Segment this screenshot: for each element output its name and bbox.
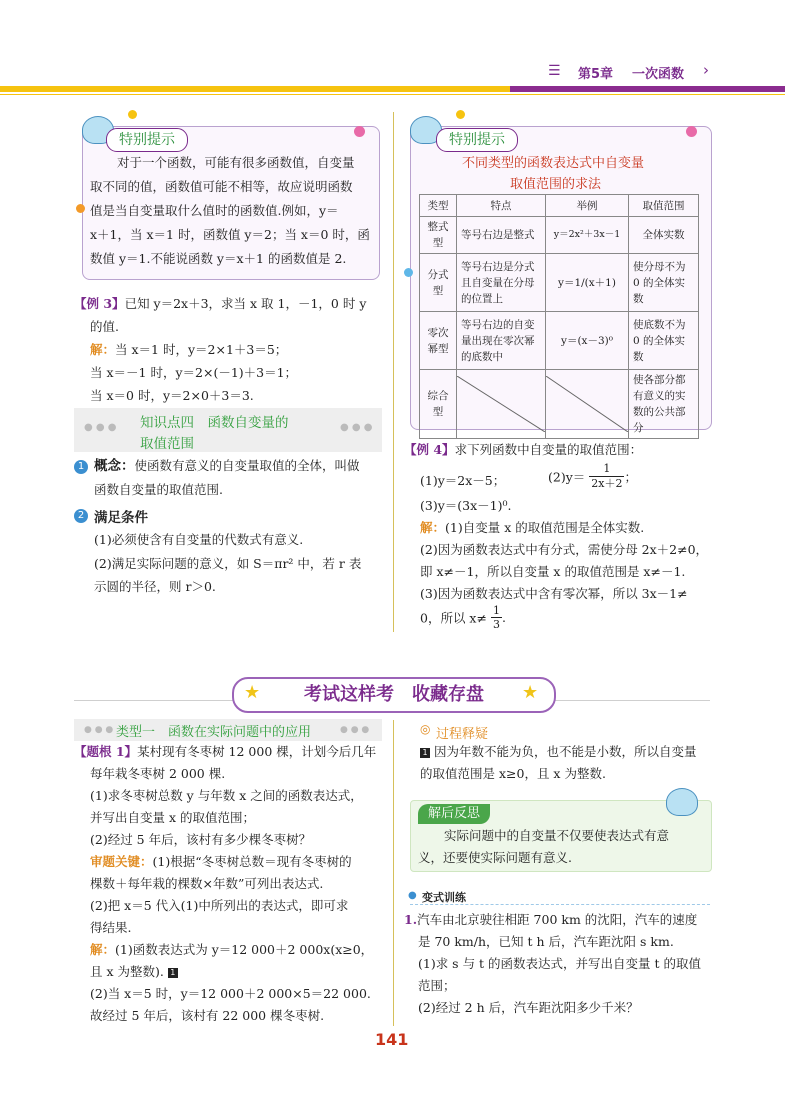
fraction-numerator: 1 <box>589 462 624 477</box>
example4-ans-label: 解： <box>420 520 446 535</box>
example4-a1 <box>420 518 644 538</box>
solution-line-1 <box>90 940 373 960</box>
reflect-line-2: 义，还要使实际问题有意义. <box>418 850 572 865</box>
example3 <box>74 294 366 314</box>
example3-label: 【例 3】 <box>74 296 125 311</box>
banner-dots: ● ● ● <box>84 725 114 735</box>
decor-dot <box>354 126 365 137</box>
header-bar-yellow <box>0 86 510 92</box>
table-cell: y＝1/(x＋1) <box>546 254 629 312</box>
example4-a2: (2)因为函数表达式中有分式，需使分母 2x＋2≠0， <box>420 542 709 557</box>
practice-rule <box>410 904 710 906</box>
banner-dots: ● ● ● <box>340 422 373 433</box>
section-title: 考试这样考 收藏存盘 <box>232 677 556 713</box>
solution-line: (2)当 x＝5 时，y＝12 000＋2 000×5＝22 000. <box>90 986 371 1001</box>
table-cell: 分式型 <box>420 254 457 312</box>
table-cell: y＝2x²＋3x－1 <box>546 217 629 254</box>
left-tip-line: x＋1，当 x＝1 时，函数值 y＝2；当 x＝0 时，函 <box>90 227 370 242</box>
concept-text: 使函数有意义的自变量取值的全体，叫做 <box>134 458 360 473</box>
problem-line-1 <box>74 742 376 762</box>
key-line: 得结果. <box>90 920 132 935</box>
conditions-line: (2)满足实际问题的意义，如 S＝πr² 中，若 r 表 <box>94 556 362 571</box>
concept-line-1 <box>94 456 360 476</box>
process-text: 因为年数不能为负，也不能是小数，所以自变量 <box>433 744 697 759</box>
fraction-denominator: 2x＋2 <box>591 477 623 490</box>
range-method-table <box>419 194 699 439</box>
solution-label: 解： <box>90 942 116 957</box>
table-header: 类型 <box>420 195 457 217</box>
banner-dots: ● ● ● <box>340 725 370 735</box>
example3-a3: 当 x＝0 时，y＝2×0＋3＝3. <box>90 388 254 403</box>
process-line: 的取值范围是 x≥0，且 x 为整数. <box>420 766 606 781</box>
knowledge-title-2: 取值范围 <box>140 436 194 452</box>
example4-a3: 即 x≠－1，所以自变量 x 的取值范围是 x≠－1. <box>420 564 686 579</box>
example4-question: 求下列函数中自变量的取值范围： <box>454 442 643 457</box>
key-text: (1)根据“冬枣树总数＝现有冬枣树的 <box>152 854 352 869</box>
conditions-label: 满足条件 <box>94 510 148 526</box>
header-rule <box>0 94 785 95</box>
practice-line: (1)求 s 与 t 的函数表达式，并写出自变量 t 的取值 <box>418 956 702 971</box>
example4-f2-prefix: (2)y＝ <box>548 469 586 485</box>
chapter-title: 一次函数 <box>632 67 685 82</box>
practice-title: 变式训练 <box>422 891 466 904</box>
example4-a5 <box>420 604 506 631</box>
decor-dot <box>456 110 465 119</box>
reflect-title: 解后反思 <box>418 804 490 824</box>
right-tip-subtitle-2: 取值范围的求法 <box>510 177 602 192</box>
problem-line: (2)经过 5 年后，该村有多少棵冬枣树？ <box>90 832 312 847</box>
problem-line: 并写出自变量 x 的取值范围； <box>90 810 255 825</box>
table-cell: 使底数不为 0 的全体实数 <box>629 312 699 370</box>
marker-1-icon: 1 <box>420 748 430 758</box>
key-label: 审题关键： <box>90 854 153 869</box>
type-banner-title: 类型一 函数在实际问题中的应用 <box>116 725 312 740</box>
practice-text: 汽车由北京驶往相距 700 km 的沈阳，汽车的速度 <box>417 912 698 927</box>
elephant-mascot-icon <box>666 788 698 816</box>
example3-a1 <box>90 340 287 360</box>
right-tip-subtitle-1: 不同类型的函数表达式中自变量 <box>462 156 645 171</box>
marker-1-icon: 1 <box>168 968 178 978</box>
star-icon: ★ <box>244 682 261 703</box>
fraction <box>491 604 502 631</box>
example3-a1-text: 当 x＝1 时，y＝2×1＋3＝5； <box>115 342 288 357</box>
table-row <box>420 254 699 312</box>
table-row <box>420 312 699 370</box>
banner-dots: ● ● ● <box>84 422 117 433</box>
example4-f2 <box>548 462 637 491</box>
left-tip-line: 数值 y＝1.不能说函数 y＝x＋1 的函数值是 2. <box>90 251 347 266</box>
chevron-right-icon: › <box>703 61 709 79</box>
solution-line: 故经过 5 年后，该村有 22 000 棵冬枣树. <box>90 1008 325 1023</box>
decor-dot <box>404 268 413 277</box>
left-tip-line: 对于一个函数，可能有很多函数值，自变量 <box>117 155 355 170</box>
example3-a2: 当 x＝－1 时，y＝2×(－1)＋3＝1； <box>90 365 298 380</box>
knowledge-title-1: 知识点四 函数自变量的 <box>140 415 289 431</box>
example4-a5-suffix: . <box>501 610 506 625</box>
problem-text: 某村现有冬枣树 12 000 棵，计划今后几年 <box>137 744 377 759</box>
left-tip-title: 特别提示 <box>106 128 188 152</box>
practice-number: 1. <box>404 912 418 927</box>
key-line-1 <box>90 852 352 872</box>
practice-icon: ● <box>408 890 417 901</box>
table-row <box>420 217 699 254</box>
key-line: (2)把 x＝5 代入(1)中所列出的表达式，即可求 <box>90 898 349 913</box>
conditions-line: (1)必须使含有自变量的代数式有意义. <box>94 532 304 547</box>
page-number: 141 <box>375 1030 409 1049</box>
list-icon: ☰ <box>548 63 561 79</box>
example4-a1-text: (1)自变量 x 的取值范围是全体实数. <box>445 520 645 535</box>
column-divider <box>393 720 394 1026</box>
problem-line: 每年栽冬枣树 2 000 棵. <box>90 766 226 781</box>
reflect-line-1: 实际问题中的自变量不仅要使表达式有意 <box>444 828 670 843</box>
example3-ans-label: 解： <box>90 342 116 357</box>
table-header: 取值范围 <box>629 195 699 217</box>
concept-line-2: 函数自变量的取值范围. <box>94 482 223 497</box>
table-cell: 全体实数 <box>629 217 699 254</box>
header-bar-purple <box>510 86 785 92</box>
process-line-1 <box>420 742 697 762</box>
practice-line-1 <box>404 910 697 930</box>
table-cell: 使各部分都有意义的实数的公共部分 <box>629 370 699 439</box>
fraction-denominator: 3 <box>492 618 500 631</box>
right-tip-title: 特别提示 <box>436 128 518 152</box>
table-cell: 等号右边的自变量出现在零次幂的底数中 <box>457 312 546 370</box>
example4-f3: (3)y＝(3x－1)⁰. <box>420 498 512 513</box>
example4-label: 【例 4】 <box>404 442 455 457</box>
concept-label: 概念： <box>94 458 135 474</box>
table-cell: 综合型 <box>420 370 457 439</box>
table-header: 举例 <box>546 195 629 217</box>
example3-q1: 已知 y＝2x＋3，求当 x 取 1，－1，0 时 y <box>124 296 367 311</box>
column-divider <box>393 112 394 632</box>
decor-dot <box>128 110 137 119</box>
solution-text: (1)函数表达式为 y＝12 000＋2 000x(x≥0， <box>115 942 374 957</box>
example4-f1: (1)y＝2x－5； <box>420 473 506 488</box>
example4-a5-prefix: 0，所以 x≠ <box>420 610 487 626</box>
conditions-line: 示圆的半径，则 r＞0. <box>94 579 216 594</box>
diagonal-cell <box>546 370 629 439</box>
solution-text: 且 x 为整数). <box>90 964 164 979</box>
table-row <box>420 195 699 217</box>
example4-f2-suffix: ； <box>624 469 637 485</box>
process-title: 过程释疑 <box>436 727 489 742</box>
number-1-icon: 1 <box>74 460 88 474</box>
table-header: 特点 <box>457 195 546 217</box>
decor-dot <box>76 204 85 213</box>
example4 <box>404 440 642 460</box>
example4-a4: (3)因为函数表达式中含有零次幂，所以 3x－1≠ <box>420 586 688 601</box>
explain-icon: ◎ <box>420 722 431 736</box>
table-cell: 等号右边是分式且自变量在分母的位置上 <box>457 254 546 312</box>
diagonal-cell <box>457 370 546 439</box>
table-cell: 使分母不为 0 的全体实数 <box>629 254 699 312</box>
practice-line: 范围； <box>418 978 456 993</box>
practice-line: (2)经过 2 h 后，汽车距沈阳多少千米？ <box>418 1000 639 1015</box>
table-cell: 等号右边是整式 <box>457 217 546 254</box>
table-cell: 零次幂型 <box>420 312 457 370</box>
star-icon: ★ <box>522 682 539 703</box>
solution-line <box>90 962 178 982</box>
left-tip-line: 值是当自变量取什么值时的函数值.例如，y＝ <box>90 203 339 218</box>
practice-line: 是 70 km/h，已知 t h 后，汽车距沈阳 s km. <box>418 934 674 949</box>
problem-line: (1)求冬枣树总数 y 与年数 x 之间的函数表达式， <box>90 788 363 803</box>
decor-dot <box>686 126 697 137</box>
chapter-label: 第5章 <box>578 67 614 82</box>
number-2-icon: 2 <box>74 509 88 523</box>
table-row <box>420 370 699 439</box>
table-cell: y＝(x－3)⁰ <box>546 312 629 370</box>
problem-label: 【题根 1】 <box>74 744 138 759</box>
fraction <box>589 462 624 491</box>
table-cell: 整式型 <box>420 217 457 254</box>
key-line: 棵数＋每年栽的棵数×年数”可列出表达式. <box>90 876 324 891</box>
left-tip-line: 取不同的值，函数值可能不相等，故应说明函数 <box>90 179 353 194</box>
fraction-numerator: 1 <box>492 604 500 617</box>
example3-q2: 的值. <box>90 319 119 334</box>
